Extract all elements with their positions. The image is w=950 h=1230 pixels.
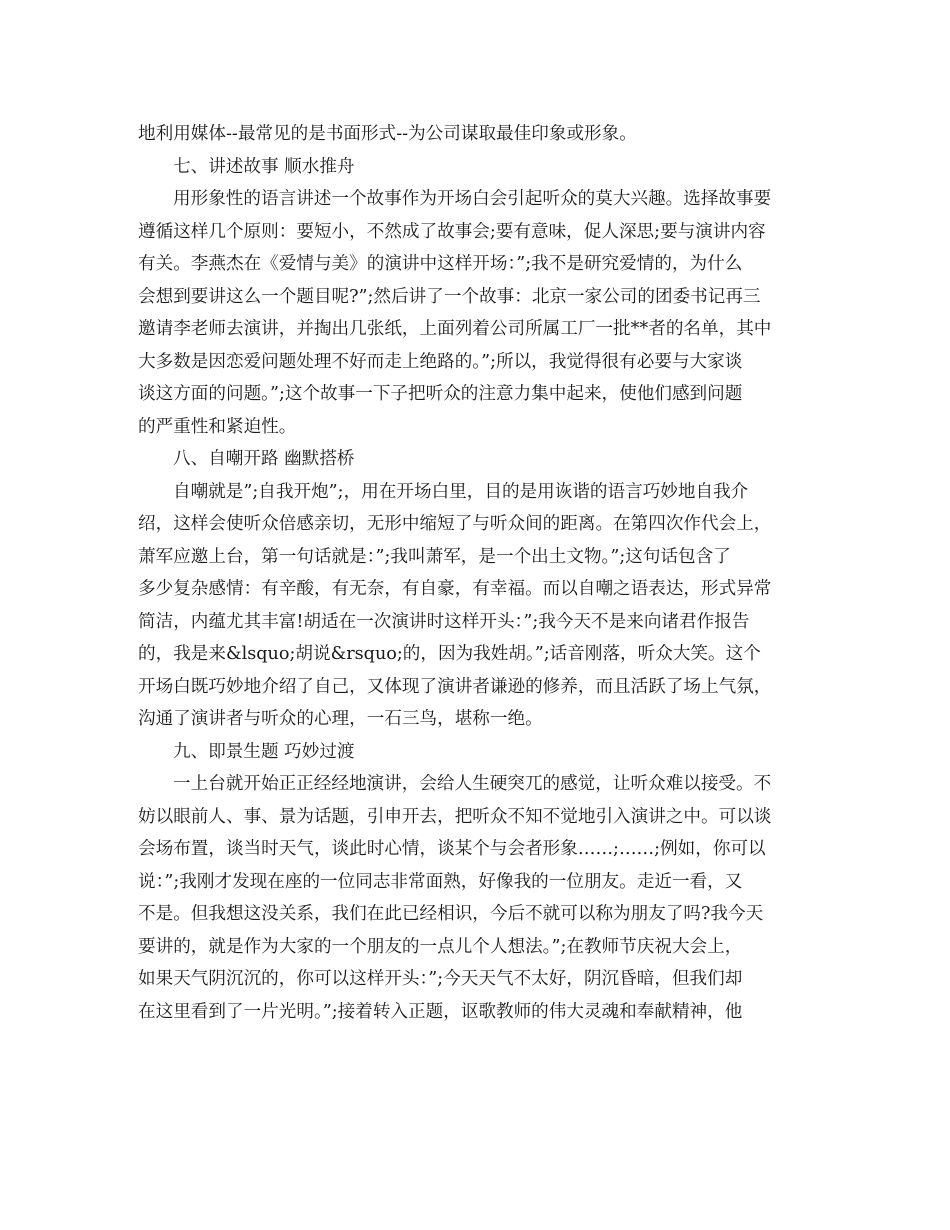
paragraph-line: 一上台就开始正正经经地演讲，会给人生硬突兀的感觉，让听众难以接受。不 <box>173 774 772 794</box>
paragraph-line: 萧军应邀上台，第一句话就是：”;我叫萧军，是一个出土文物。”;这句话包含了 <box>138 546 731 567</box>
section-heading: 七、讲述故事 顺水推舟 <box>173 156 355 177</box>
paragraph-line: 的严重性和紧迫性。 <box>138 416 297 437</box>
paragraph-line: 要讲的，就是作为大家的一个朋友的一点儿个人想法。”;在教师节庆祝大会上， <box>138 936 743 957</box>
paragraph-line: 在这里看到了一片光明。”;接着转入正题，讴歌教师的伟大灵魂和奉献精神，他 <box>138 1001 743 1022</box>
paragraph-line: 大多数是因恋爱问题处理不好而走上绝路的。”;所以，我觉得很有必要与大家谈 <box>138 351 743 372</box>
paragraph-line: 会想到要讲这么一个题目呢?”;然后讲了一个故事：北京一家公司的团委书记再三 <box>138 286 761 307</box>
paragraph-line: 邀请李老师去演讲，并掏出几张纸，上面列着公司所属工厂一批**者的名单，其中 <box>138 319 772 339</box>
paragraph-line: 自嘲就是”;自我开炮”;，用在开场白里，目的是用诙谐的语言巧妙地自我介 <box>173 481 749 502</box>
paragraph-line: 如果天气阴沉沉的，你可以这样开头：”;今天天气不太好，阴沉昏暗，但我们却 <box>138 969 743 989</box>
section-heading: 九、即景生题 巧妙过渡 <box>173 741 355 762</box>
paragraph-line: 简洁，内蕴尤其丰富!胡适在一次演讲时这样开头：”;我今天不是来向诸君作报告 <box>138 611 750 632</box>
paragraph-line: 谈这方面的问题。”;这个故事一下子把听众的注意力集中起来，使他们感到问题 <box>138 384 743 404</box>
paragraph-line: 多少复杂感情：有辛酸，有无奈，有自豪，有幸福。而以自嘲之语表达，形式异常 <box>138 579 772 599</box>
paragraph-line: 说：”;我刚才发现在座的一位同志非常面熟，好像我的一位朋友。走近一看，又 <box>138 871 743 892</box>
paragraph-line: 开场白既巧妙地介绍了自己，又体现了演讲者谦逊的修养，而且活跃了场上气氛， <box>138 676 772 697</box>
paragraph-line: 妨以眼前人、事、景为话题，引申开去，把听众不知不觉地引入演讲之中。可以谈 <box>138 806 772 827</box>
section-heading: 八、自嘲开路 幽默搭桥 <box>173 449 355 469</box>
paragraph-line: 的，我是来&lsquo;胡说&rsquo;的，因为我姓胡。”;话音刚落，听众大笑。这个 <box>138 644 761 664</box>
paragraph-line: 有关。李燕杰在《爱情与美》的演讲中这样开场：”;我不是研究爱情的，为什么 <box>138 254 743 274</box>
paragraph-line: 不是。但我想这没关系，我们在此已经相识，今后不就可以称为朋友了吗?我今天 <box>138 904 764 924</box>
paragraph-line: 沟通了演讲者与听众的心理，一石三鸟，堪称一绝。 <box>138 709 543 729</box>
paragraph-line: 地利用媒体--最常见的是书面形式--为公司谋取最佳印象或形象。 <box>138 124 637 144</box>
paragraph-line: 绍，这样会使听众倍感亲切，无形中缩短了与听众间的距离。在第四次作代会上， <box>138 514 772 534</box>
document-body <box>138 118 813 1028</box>
paragraph-line: 会场布置，谈当时天气，谈此时心情，谈某个与会者形象……;……;例如，你可以 <box>138 839 766 859</box>
paragraph-line: 遵循这样几个原则：要短小，不然成了故事会;要有意味，促人深思;要与演讲内容 <box>138 221 766 242</box>
paragraph-line: 用形象性的语言讲述一个故事作为开场白会引起听众的莫大兴趣。选择故事要 <box>173 189 772 209</box>
